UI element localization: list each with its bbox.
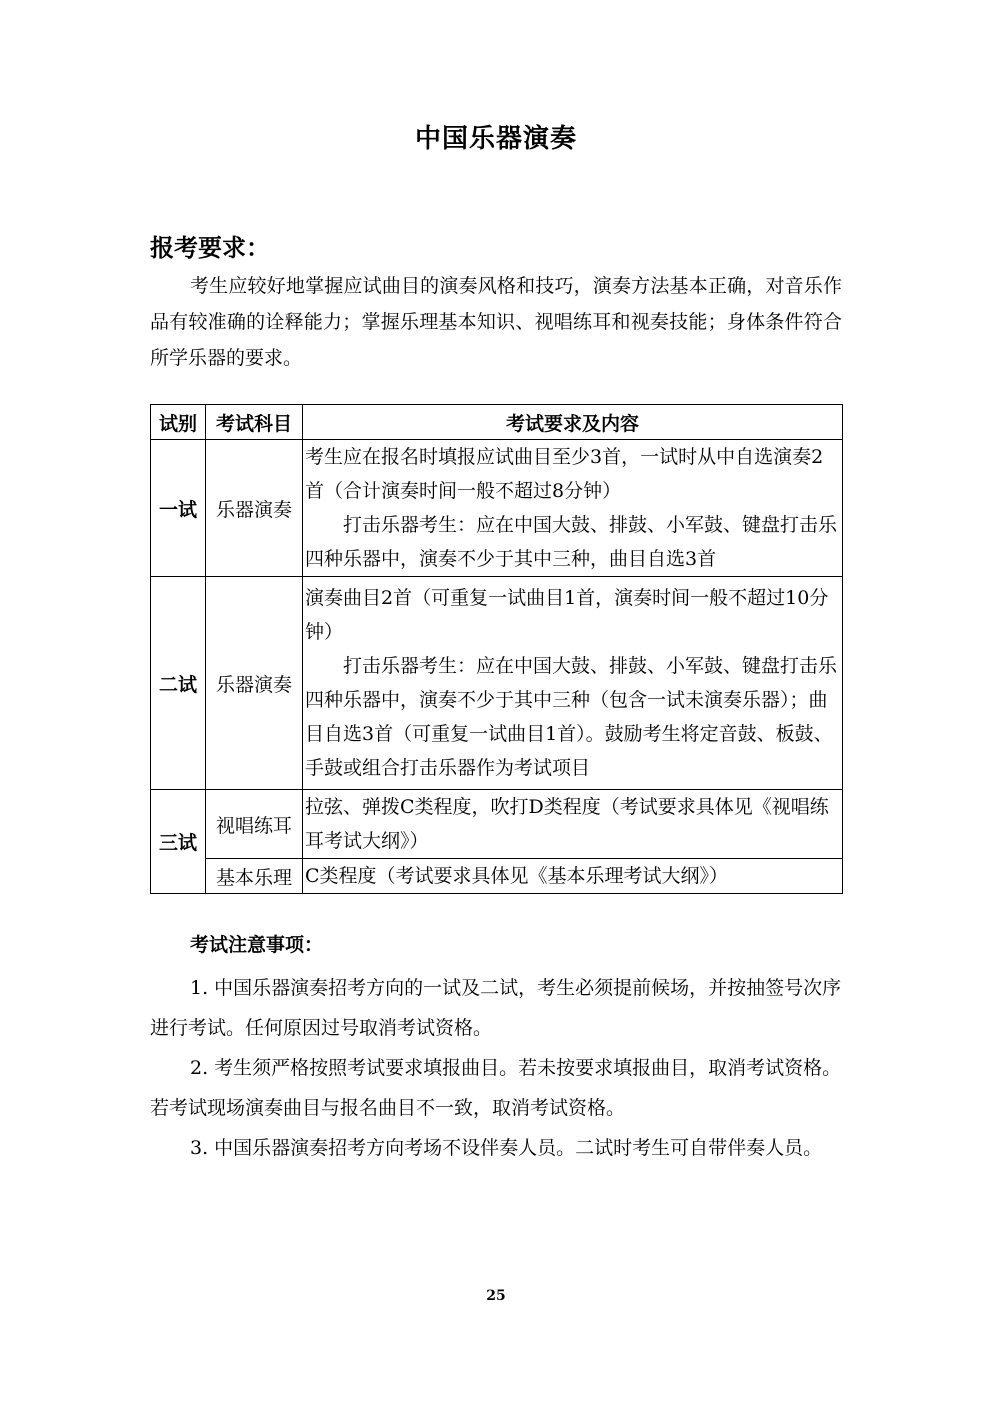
- note-item-2: 2. 考生须严格按照考试要求填报曲目。若未按要求填报曲目，取消考试资格。若考试现场演奏曲目与报名曲目不一致，取消考试资格。: [150, 1057, 842, 1119]
- table-row-round3b: [151, 859, 843, 894]
- round1-subject: 乐器演奏: [206, 440, 303, 577]
- round1-line2: 打击乐器考生：应在中国大鼓、排鼓、小军鼓、键盘打击乐四种乐器中，演奏不少于其中三种，曲目自选3首: [305, 514, 838, 570]
- table-row-round1: [151, 440, 843, 577]
- page-title: 中国乐器演奏: [414, 124, 577, 154]
- table-header-row: [151, 405, 843, 440]
- note-item-3: 3. 中国乐器演奏招考方向考场不设伴奏人员。二试时考生可自带伴奏人员。: [190, 1137, 823, 1159]
- round1-label: 一试: [151, 440, 206, 577]
- round2-subject: 乐器演奏: [206, 577, 303, 790]
- round2-content: [303, 577, 843, 790]
- round3-content-b: C类程度（考试要求具体见《基本乐理考试大纲》）: [303, 859, 843, 894]
- note-item-1: 1. 中国乐器演奏招考方向的一试及二试，考生必须提前候场，并按抽签号次序进行考试。任何原因过号取消考试资格。: [150, 977, 842, 1039]
- round3-label: 三试: [151, 790, 206, 894]
- section-heading: 报考要求：: [150, 233, 270, 262]
- round3-subject-a: 视唱练耳: [206, 790, 303, 859]
- round2-label: 二试: [151, 577, 206, 790]
- header-subject: 考试科目: [206, 405, 303, 440]
- round2-line2: 打击乐器考生：应在中国大鼓、排鼓、小军鼓、键盘打击乐四种乐器中，演奏不少于其中三种（包含一试未演奏乐器）；曲目自选3首（可重复一试曲目1首）。鼓励考生将定音鼓、板鼓、手鼓或组合打击乐器作为考试项目: [305, 655, 838, 779]
- round3-content-a: 拉弦、弹拨C类程度，吹打D类程度（考试要求具体见《视唱练耳考试大纲》）: [303, 790, 843, 859]
- header-round: 试别: [151, 405, 206, 440]
- exam-table: [150, 404, 843, 894]
- table-row-round2: [151, 577, 843, 790]
- intro-paragraph: 考生应较好地掌握应试曲目的演奏风格和技巧，演奏方法基本正确，对音乐作品有较准确的诠释能力；掌握乐理基本知识、视唱练耳和视奏技能；身体条件符合所学乐器的要求。: [150, 275, 842, 369]
- round1-line1: 考生应在报名时填报应试曲目至少3首，一试时从中自选演奏2首（合计演奏时间一般不超过8分钟）: [305, 446, 824, 502]
- round1-content: [303, 440, 843, 577]
- round3-subject-b: 基本乐理: [206, 859, 303, 894]
- header-content: 考试要求及内容: [303, 405, 843, 440]
- table-row-round3a: [151, 790, 843, 859]
- round2-line1: 演奏曲目2首（可重复一试曲目1首，演奏时间一般不超过10分钟）: [305, 587, 829, 643]
- notes-heading: 考试注意事项：: [190, 934, 324, 956]
- page-number: 25: [486, 1288, 506, 1304]
